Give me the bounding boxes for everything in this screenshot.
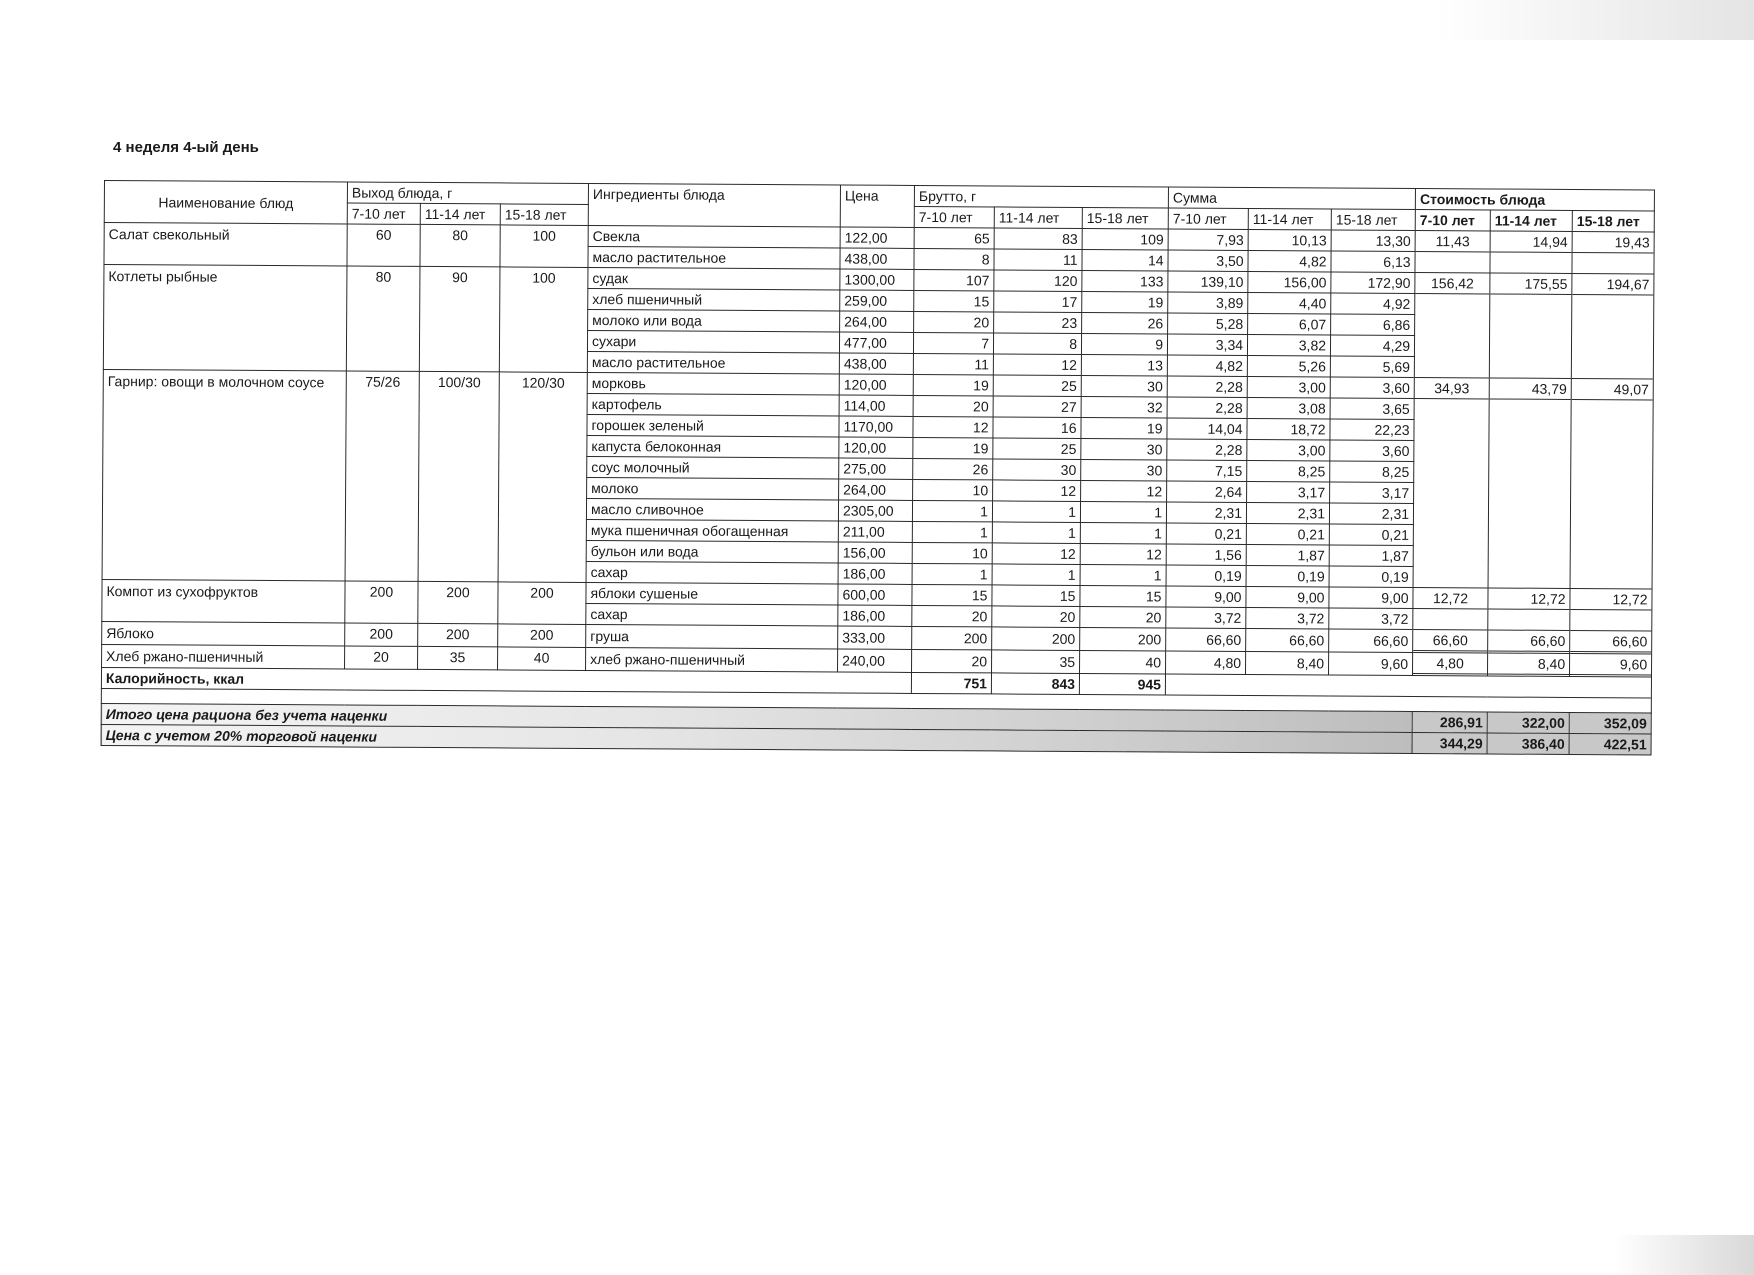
total-value: 344,29	[1412, 733, 1487, 754]
ingredient-name: яблоки сушеные	[586, 582, 838, 605]
ingredient-name: соус молочный	[587, 456, 839, 479]
ingredient-sum: 8,25	[1330, 461, 1414, 483]
ingredient-gross: 1	[1080, 522, 1166, 544]
ingredient-sum: 5,69	[1330, 356, 1414, 378]
header-age-sum: 15-18 лет	[1331, 209, 1415, 231]
ingredient-gross: 107	[914, 269, 994, 290]
ingredient-gross: 1	[992, 564, 1080, 586]
ingredient-sum: 156,00	[1248, 271, 1331, 293]
total-label: Итого цена рациона без учета наценки	[101, 703, 1412, 732]
calories-label: Калорийность, ккал	[101, 667, 911, 693]
dish-cost	[1413, 653, 1488, 676]
dish-yield: 100	[499, 267, 588, 373]
ingredient-gross: 20	[992, 606, 1080, 628]
ingredient-sum: 5,26	[1247, 355, 1330, 377]
ingredient-sum: 22,23	[1330, 419, 1414, 441]
dish-name: Салат свекольный	[104, 223, 347, 266]
ingredient-gross: 25	[993, 375, 1081, 397]
dish-cost-value: 66,60	[1413, 630, 1487, 651]
ingredient-gross: 11	[994, 249, 1082, 271]
ingredient-price: 275,00	[839, 458, 913, 479]
dish-cost-value: 194,67	[1572, 274, 1653, 295]
dish-cost	[1570, 588, 1652, 631]
ingredient-sum: 4,40	[1248, 292, 1331, 314]
dish-cost-value: 14,94	[1491, 231, 1572, 252]
ingredient-price: 114,00	[839, 395, 913, 416]
ingredient-gross: 15	[914, 290, 994, 311]
total-value: 386,40	[1487, 733, 1569, 755]
dish-yield: 200	[418, 623, 498, 646]
calories-value: 843	[991, 673, 1079, 695]
dish-cost	[1413, 378, 1489, 588]
dish-yield: 200	[345, 581, 418, 623]
ingredient-sum: 0,21	[1329, 524, 1413, 546]
ingredient-sum: 0,19	[1329, 566, 1413, 588]
ingredient-name: бульон или вода	[586, 540, 838, 563]
ingredient-gross: 20	[914, 311, 994, 332]
ingredient-price: 120,00	[839, 437, 913, 458]
dish-cost-value: 34,93	[1415, 378, 1489, 399]
ingredient-gross: 30	[1081, 375, 1167, 397]
ingredient-sum: 0,21	[1246, 523, 1329, 545]
dish-yield: 75/26	[345, 371, 419, 581]
ingredient-sum: 0,19	[1246, 565, 1329, 587]
dish-cost-value: 11,43	[1416, 231, 1490, 252]
ingredient-gross: 12	[913, 416, 993, 437]
ingredient-sum: 1,56	[1166, 544, 1246, 565]
ingredient-price: 1170,00	[839, 416, 913, 437]
ingredient-sum: 0,19	[1166, 565, 1246, 586]
ingredient-price: 156,00	[838, 542, 912, 563]
ingredient-name: судак	[588, 267, 840, 290]
ingredient-sum: 66,60	[1246, 628, 1329, 652]
ingredient-name: масло сливочное	[586, 498, 838, 521]
ingredient-name: сухари	[587, 330, 839, 353]
ingredient-gross: 8	[993, 333, 1081, 355]
ingredient-gross: 19	[913, 437, 993, 458]
header-dish-name: Наименование блюд	[104, 181, 347, 224]
ingredient-gross: 19	[1081, 417, 1167, 439]
ingredient-sum: 3,00	[1247, 439, 1330, 461]
ingredient-sum: 3,60	[1330, 377, 1414, 399]
scan-shadow-bottom	[1614, 1235, 1754, 1275]
dish-cost-value: 175,55	[1490, 273, 1571, 294]
ingredient-gross: 10	[913, 479, 993, 500]
ingredient-gross: 200	[912, 626, 992, 649]
ingredient-gross: 20	[912, 649, 992, 672]
header-age-yield: 11-14 лет	[420, 203, 500, 224]
ingredient-sum: 2,31	[1329, 503, 1413, 525]
dish-cost	[1488, 378, 1571, 588]
ingredient-name: молоко	[587, 477, 839, 500]
ingredient-sum: 3,72	[1246, 607, 1329, 629]
dish-cost	[1570, 630, 1652, 654]
header-cost: Стоимость блюда	[1415, 189, 1654, 211]
dish-yield: 100	[500, 225, 588, 268]
ingredient-sum: 4,29	[1330, 335, 1414, 357]
ingredient-sum: 172,90	[1331, 272, 1415, 294]
dish-yield: 20	[345, 646, 418, 669]
ingredient-sum: 0,21	[1166, 523, 1246, 544]
ingredient-sum: 2,28	[1167, 397, 1247, 418]
ingredient-sum: 4,82	[1248, 250, 1331, 272]
ingredient-gross: 30	[1081, 459, 1167, 481]
dish-cost	[1488, 630, 1570, 654]
header-age-sum: 7-10 лет	[1168, 208, 1248, 229]
dish-yield: 120/30	[498, 372, 587, 583]
dish-cost-value: 4,80	[1413, 653, 1487, 674]
ingredient-gross: 1	[912, 563, 992, 584]
dish-yield: 200	[418, 581, 498, 623]
ingredient-gross: 23	[994, 312, 1082, 334]
dish-cost	[1572, 231, 1654, 274]
ingredient-sum: 9,60	[1329, 652, 1413, 676]
ingredient-sum: 1,87	[1329, 545, 1413, 567]
ingredient-price: 120,00	[839, 374, 913, 395]
ingredient-gross: 15	[1080, 585, 1166, 607]
dish-cost-value: 12,72	[1570, 589, 1651, 610]
ingredient-sum: 4,92	[1331, 293, 1415, 315]
ingredient-name: капуста белоконная	[587, 435, 839, 458]
ingredient-gross: 109	[1082, 228, 1168, 250]
menu-table	[101, 180, 1656, 755]
ingredient-name: сахар	[586, 603, 838, 626]
dish-yield: 100/30	[418, 371, 499, 581]
dish-name: Яблоко	[102, 621, 345, 645]
ingredient-price: 438,00	[839, 353, 913, 374]
ingredient-gross: 1	[1080, 564, 1166, 586]
dish-cost	[1571, 273, 1654, 378]
ingredient-sum: 6,86	[1331, 314, 1415, 336]
dish-name: Компот из сухофруктов	[102, 579, 345, 622]
dish-yield: 35	[418, 646, 498, 669]
total-value: 422,51	[1569, 733, 1651, 755]
calories-value: 751	[911, 672, 991, 693]
header-age-cost: 7-10 лет	[1415, 210, 1490, 231]
dish-name: Хлеб ржано-пшеничный	[102, 644, 345, 668]
ingredient-gross: 12	[1081, 480, 1167, 502]
ingredient-sum: 2,31	[1246, 502, 1329, 524]
ingredient-gross: 15	[912, 584, 992, 605]
ingredient-gross: 8	[914, 248, 994, 269]
ingredient-gross: 15	[992, 585, 1080, 607]
ingredient-sum: 8,40	[1246, 651, 1329, 675]
ingredient-sum: 4,80	[1166, 651, 1246, 674]
total-label: Цена с учетом 20% торговой наценки	[101, 724, 1412, 753]
ingredient-price: 122,00	[840, 227, 914, 248]
ingredient-gross: 1	[992, 522, 1080, 544]
dish-yield: 200	[345, 623, 418, 646]
header-age-gross: 15-18 лет	[1082, 207, 1168, 229]
header-age-gross: 7-10 лет	[914, 206, 994, 227]
ingredient-gross: 12	[993, 354, 1081, 376]
ingredient-gross: 32	[1081, 396, 1167, 418]
dish-cost-value: 9,60	[1570, 654, 1651, 675]
ingredient-price: 2305,00	[838, 500, 912, 521]
ingredient-name: хлеб пшеничный	[588, 288, 840, 311]
ingredient-sum: 3,08	[1247, 397, 1330, 419]
ingredient-gross: 83	[994, 228, 1082, 250]
dish-yield: 80	[346, 266, 420, 371]
ingredient-gross: 200	[992, 627, 1080, 651]
header-age-yield: 7-10 лет	[347, 203, 420, 224]
ingredient-gross: 26	[913, 458, 993, 479]
ingredient-gross: 20	[1080, 606, 1166, 628]
ingredient-gross: 120	[994, 270, 1082, 292]
ingredient-price: 186,00	[838, 563, 912, 584]
ingredient-gross: 14	[1082, 249, 1168, 271]
ingredient-sum: 6,13	[1331, 251, 1415, 273]
ingredient-name: морковь	[587, 372, 839, 395]
ingredient-sum: 3,82	[1247, 334, 1330, 356]
dish-yield: 200	[498, 582, 586, 625]
dish-cost	[1415, 231, 1490, 273]
ingredient-gross: 40	[1080, 650, 1166, 674]
ingredient-name: масло растительное	[588, 246, 840, 269]
ingredient-gross: 1	[912, 500, 992, 521]
page-title: 4 неделя 4-ый день	[113, 139, 259, 156]
ingredient-gross: 25	[993, 438, 1081, 460]
ingredient-sum: 3,34	[1167, 334, 1247, 355]
dish-cost	[1489, 273, 1572, 378]
header-age-sum: 11-14 лет	[1248, 208, 1331, 230]
total-value: 352,09	[1569, 712, 1651, 734]
ingredient-price: 211,00	[838, 521, 912, 542]
header-age-yield: 15-18 лет	[500, 204, 588, 226]
ingredient-name: молоко или вода	[588, 309, 840, 332]
dish-yield: 200	[498, 624, 586, 648]
total-value: 322,00	[1487, 712, 1569, 734]
ingredient-name: Свекла	[588, 225, 840, 248]
ingredient-sum: 2,28	[1167, 376, 1247, 397]
ingredient-sum: 139,10	[1168, 271, 1248, 292]
dish-cost-value: 156,42	[1415, 273, 1489, 294]
ingredient-gross: 19	[1082, 291, 1168, 313]
ingredient-name: сахар	[586, 561, 838, 584]
total-value: 286,91	[1412, 712, 1487, 733]
ingredient-price: 186,00	[838, 605, 912, 626]
ingredient-sum: 5,28	[1168, 313, 1248, 334]
dish-cost	[1414, 273, 1490, 378]
ingredient-sum: 2,28	[1167, 439, 1247, 460]
header-row-1	[104, 181, 1654, 211]
ingredient-gross: 65	[914, 227, 994, 248]
header-age-gross: 11-14 лет	[994, 207, 1082, 229]
ingredient-sum: 9,00	[1329, 587, 1413, 609]
ingredient-price: 240,00	[838, 649, 912, 672]
ingredient-sum: 2,31	[1166, 502, 1246, 523]
ingredient-sum: 66,60	[1329, 629, 1413, 653]
ingredient-sum: 8,25	[1247, 460, 1330, 482]
header-sum: Сумма	[1168, 187, 1415, 210]
dish-yield: 60	[347, 224, 420, 266]
ingredient-gross: 9	[1081, 333, 1167, 355]
ingredient-gross: 35	[992, 650, 1080, 674]
ingredient-sum: 13,30	[1331, 230, 1415, 252]
ingredient-gross: 20	[912, 605, 992, 626]
ingredient-price: 333,00	[838, 626, 912, 649]
dish-cost-value: 12,72	[1488, 588, 1569, 609]
calories-empty	[1165, 674, 1651, 698]
ingredient-price: 477,00	[839, 332, 913, 353]
header-ingredients: Ингредиенты блюда	[588, 183, 840, 227]
ingredient-gross: 30	[1081, 438, 1167, 460]
ingredient-gross: 12	[1080, 543, 1166, 565]
ingredient-gross: 7	[913, 332, 993, 353]
ingredient-name: хлеб ржано-пшеничный	[586, 647, 838, 672]
ingredient-gross: 27	[993, 396, 1081, 418]
ingredient-price: 438,00	[840, 248, 914, 269]
ingredient-sum: 9,00	[1246, 586, 1329, 608]
ingredient-gross: 17	[994, 291, 1082, 313]
ingredient-sum: 1,87	[1246, 544, 1329, 566]
dish-cost	[1413, 630, 1488, 653]
ingredient-gross: 10	[912, 542, 992, 563]
ingredient-sum: 7,93	[1168, 229, 1248, 250]
ingredient-name: масло растительное	[587, 351, 839, 374]
ingredient-name: мука пшеничная обогащенная	[586, 519, 838, 542]
ingredient-sum: 66,60	[1166, 628, 1246, 651]
header-price: Цена	[840, 185, 914, 227]
ingredient-gross: 12	[993, 480, 1081, 502]
ingredient-price: 600,00	[838, 584, 912, 605]
ingredient-price: 259,00	[840, 290, 914, 311]
dish-cost-value: 49,07	[1572, 379, 1653, 400]
ingredient-sum: 2,64	[1167, 481, 1247, 502]
ingredient-gross: 19	[913, 374, 993, 395]
dish-cost	[1488, 588, 1570, 631]
header-gross: Брутто, г	[914, 185, 1168, 208]
ingredient-sum: 14,04	[1167, 418, 1247, 439]
dish-yield: 80	[420, 224, 500, 266]
dish-yield: 90	[419, 266, 500, 371]
dish-cost-value: 8,40	[1488, 653, 1569, 674]
ingredient-gross: 13	[1081, 354, 1167, 376]
dish-cost-value: 12,72	[1413, 588, 1487, 609]
dish-cost	[1413, 588, 1488, 630]
dish-yield: 40	[498, 647, 586, 671]
dish-cost-value: 66,60	[1488, 630, 1569, 651]
ingredient-sum: 18,72	[1247, 418, 1330, 440]
ingredient-sum: 4,82	[1167, 355, 1247, 376]
ingredient-name: картофель	[587, 393, 839, 416]
dish-cost	[1490, 231, 1572, 274]
dish-cost-value: 43,79	[1490, 378, 1571, 399]
ingredient-name: груша	[586, 624, 838, 649]
dish-name: Котлеты рыбные	[103, 265, 347, 371]
ingredient-sum: 3,89	[1168, 292, 1248, 313]
dish-cost	[1488, 653, 1570, 677]
ingredient-sum: 3,50	[1168, 250, 1248, 271]
ingredient-sum: 3,17	[1330, 482, 1414, 504]
ingredient-sum: 7,15	[1167, 460, 1247, 481]
ingredient-gross: 30	[993, 459, 1081, 481]
ingredient-sum: 3,00	[1247, 376, 1330, 398]
dish-cost	[1570, 378, 1653, 588]
ingredient-gross: 1	[912, 521, 992, 542]
calories-value: 945	[1079, 673, 1165, 695]
ingredient-sum: 6,07	[1248, 313, 1331, 335]
ingredient-gross: 20	[913, 395, 993, 416]
ingredient-price: 1300,00	[840, 269, 914, 290]
ingredient-gross: 133	[1082, 270, 1168, 292]
ingredient-sum: 3,72	[1329, 608, 1413, 630]
header-yield: Выход блюда, г	[347, 182, 588, 204]
scan-shadow-top	[1434, 0, 1754, 40]
ingredient-sum: 3,60	[1330, 440, 1414, 462]
dish-cost-value: 66,60	[1570, 631, 1651, 652]
header-age-cost: 11-14 лет	[1490, 210, 1572, 232]
ingredient-sum: 9,00	[1166, 586, 1246, 607]
ingredient-sum: 3,72	[1166, 607, 1246, 628]
ingredient-sum: 3,65	[1330, 398, 1414, 420]
dish-cost	[1570, 653, 1652, 677]
header-age-cost: 15-18 лет	[1572, 210, 1654, 232]
ingredient-gross: 200	[1080, 627, 1166, 651]
dish-cost-value: 19,43	[1573, 232, 1654, 253]
ingredient-gross: 1	[1080, 501, 1166, 523]
dish-name: Гарнир: овощи в молочном соусе	[102, 369, 346, 580]
ingredient-gross: 26	[1082, 312, 1168, 334]
ingredient-sum: 3,17	[1247, 481, 1330, 503]
ingredient-sum: 10,13	[1248, 229, 1331, 251]
ingredient-price: 264,00	[839, 479, 913, 500]
ingredient-price: 264,00	[840, 311, 914, 332]
ingredient-gross: 11	[913, 353, 993, 374]
ingredient-name: горошек зеленый	[587, 414, 839, 437]
ingredient-gross: 16	[993, 417, 1081, 439]
ingredient-gross: 12	[992, 543, 1080, 565]
ingredient-gross: 1	[992, 501, 1080, 523]
